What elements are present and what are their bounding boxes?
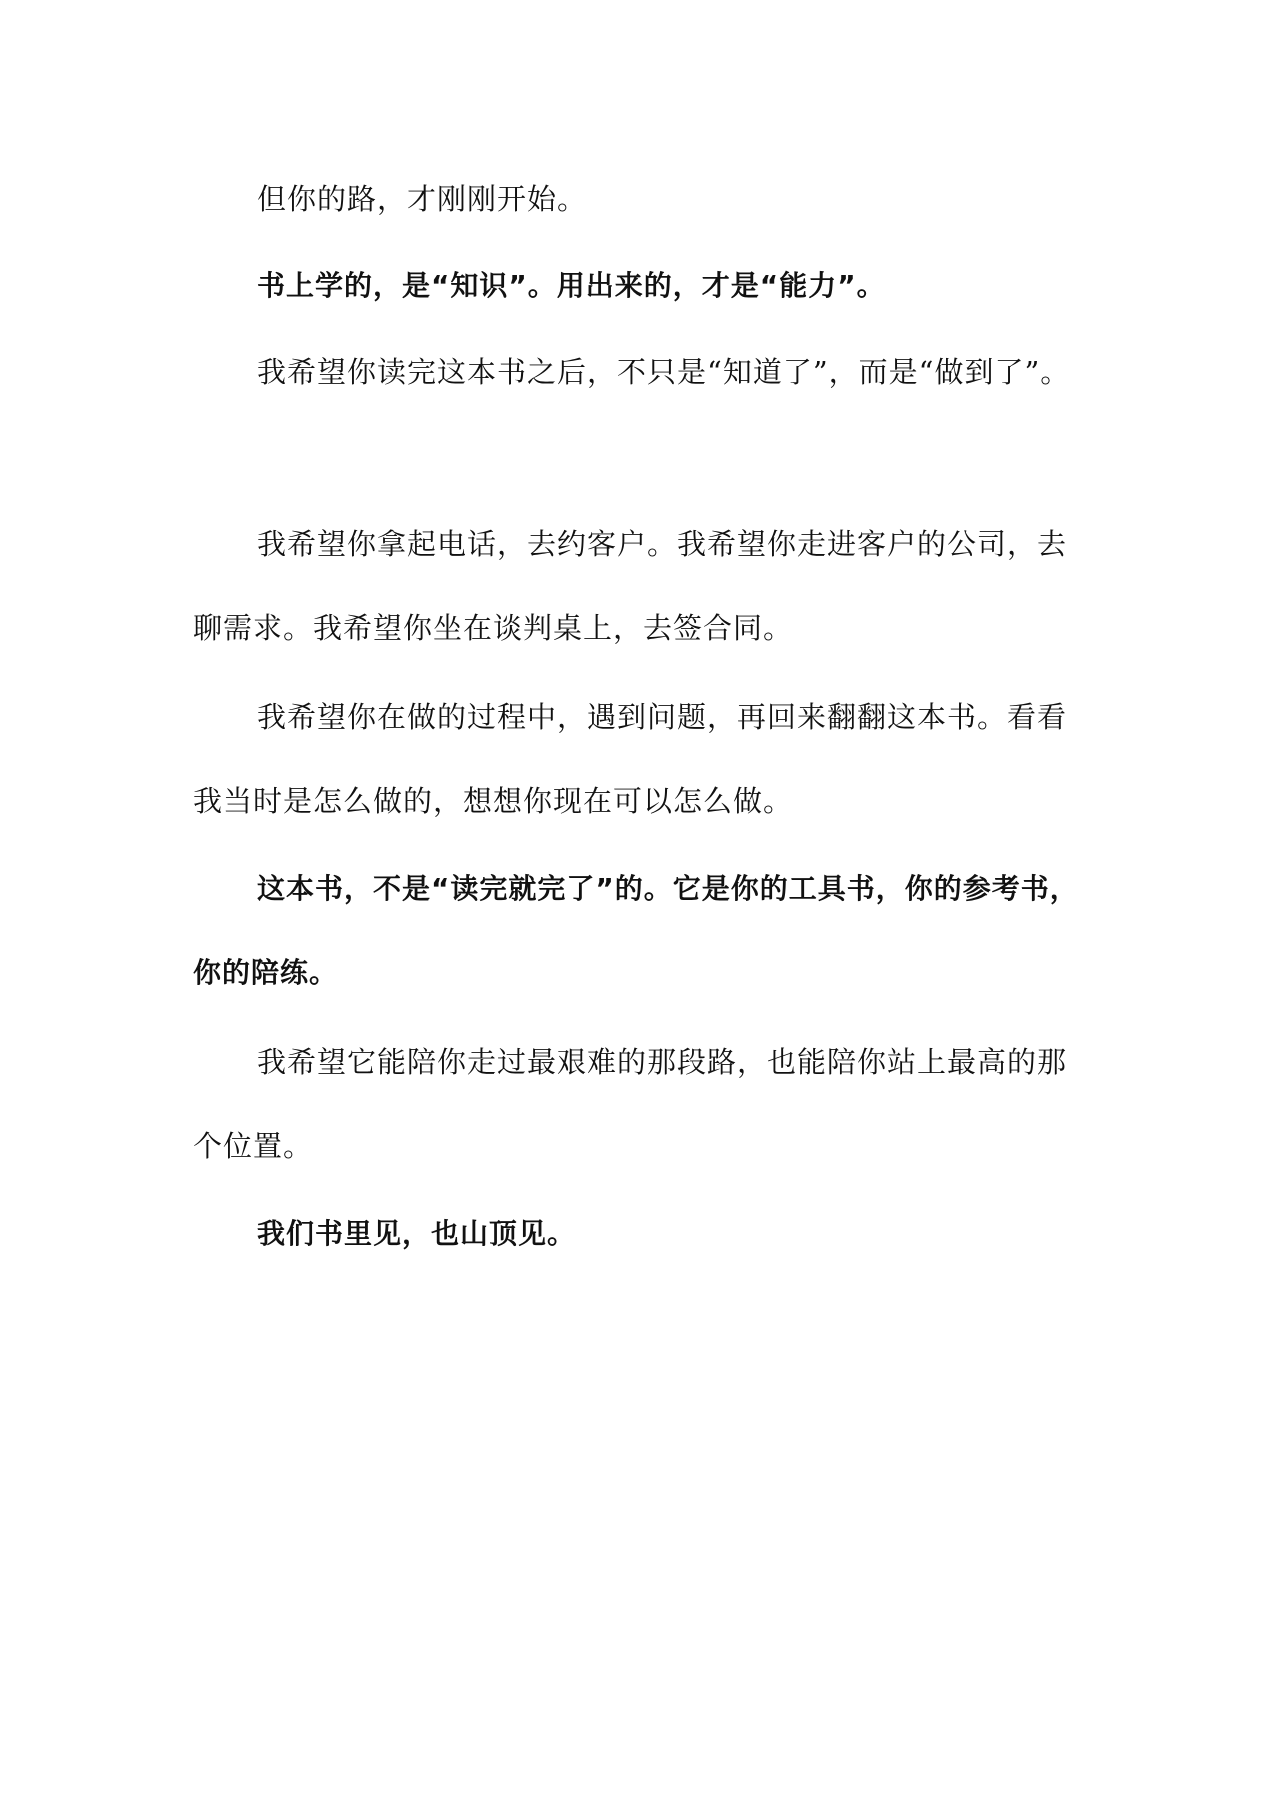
paragraph-8-bold: 我们书里见，也山顶见。 xyxy=(257,1217,577,1250)
paragraph-5: 我希望你在做的过程中，遇到问题，再回来翻翻这本书。看看我当时是怎么做的，想想你现在可以怎么做。 xyxy=(193,700,1068,818)
paragraph-7: 我希望它能陪你走过最艰难的那段路，也能陪你站上最高的那个位置。 xyxy=(193,1045,1068,1163)
paragraph-6-bold: 这本书，不是“读完就完了”的。它是你的工具书，你的参考书，你的陪练。 xyxy=(193,872,1079,989)
paragraph-3: 我希望你读完这本书之后，不只是“知道了”，而是“做到了”。 xyxy=(257,355,1071,389)
paragraph-4: 我希望你拿起电话，去约客户。我希望你走进客户的公司，去聊需求。我希望你坐在谈判桌上，去签合同。 xyxy=(193,527,1068,645)
paragraph-1: 但你的路，才刚刚开始。 xyxy=(257,182,588,216)
paragraph-2-bold: 书上学的，是“知识”。用出来的，才是“能力”。 xyxy=(257,269,886,302)
